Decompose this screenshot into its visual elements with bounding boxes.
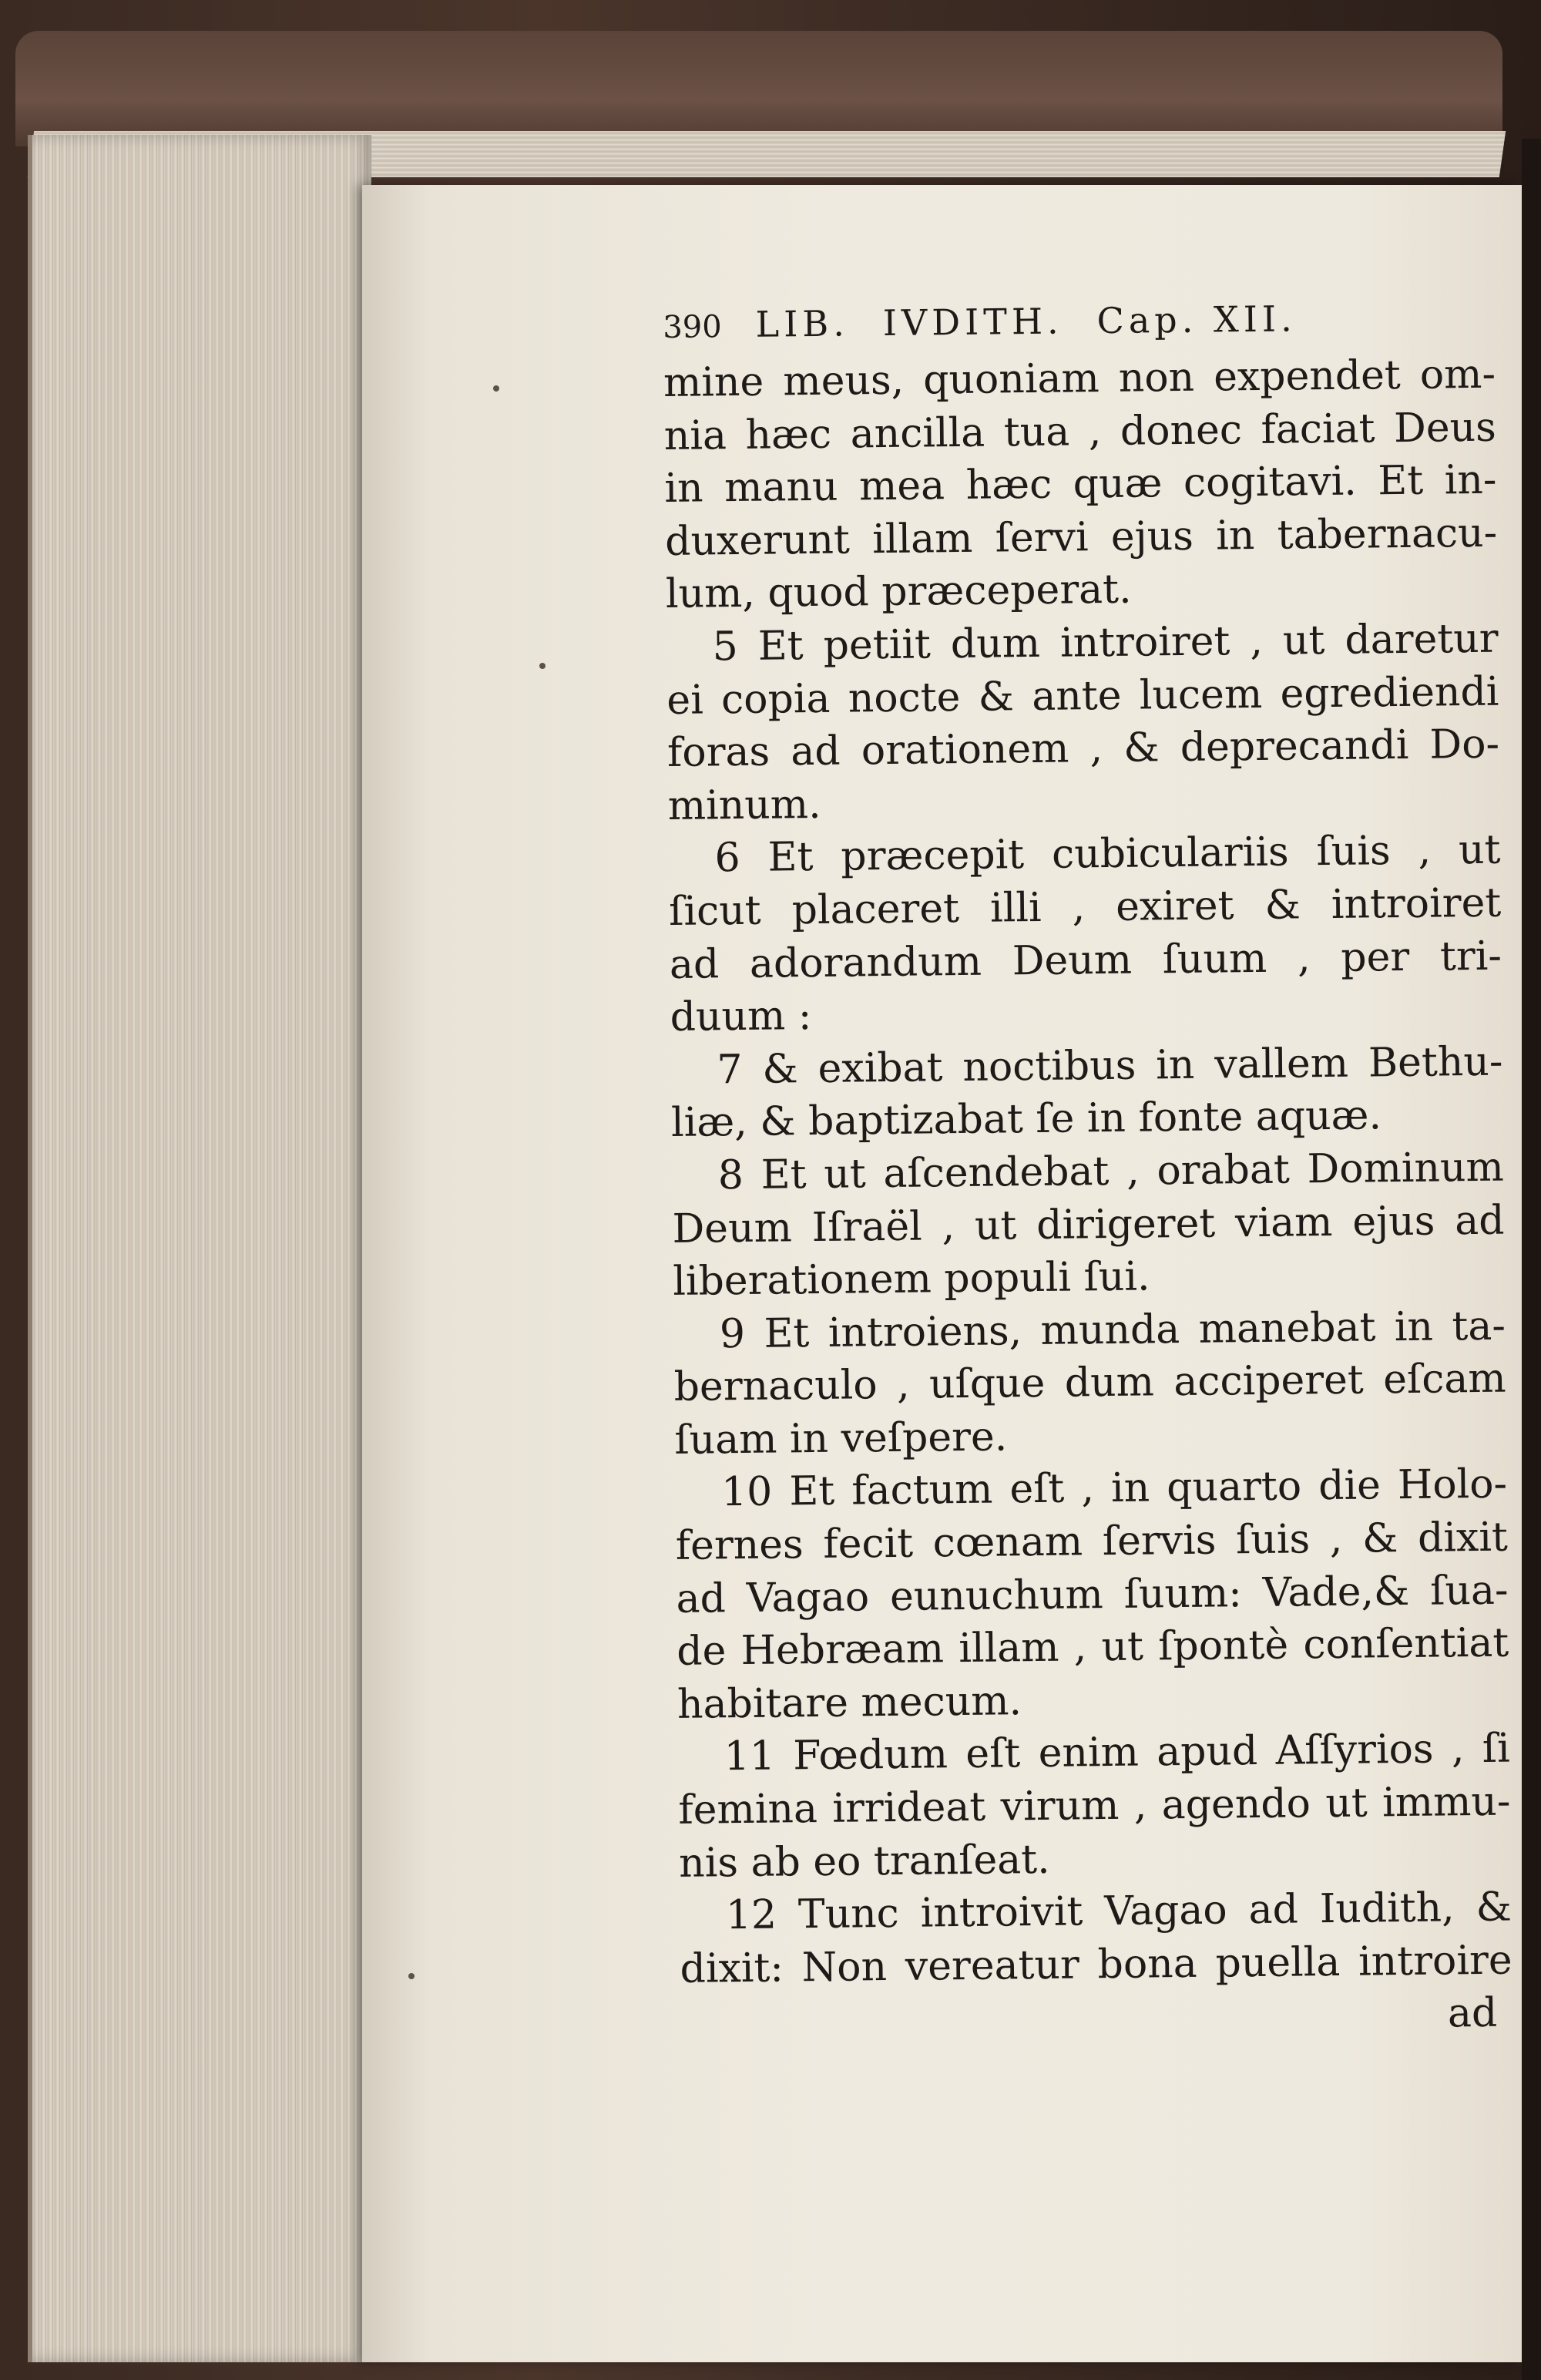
text-line: duxerunt illam ſervi ejus in tabernacu- xyxy=(664,509,1498,565)
text-line: de Hebræam illam , ut ſpontè conſentiat xyxy=(676,1619,1509,1676)
text-line: 7 & exibat noctibus in vallem Bethu- xyxy=(717,1038,1503,1094)
text-line: in manu mea hæc quæ cogitavi. Et in- xyxy=(664,456,1497,513)
text-line: Deum Iſraël , ut dirigeret viam ejus ad xyxy=(672,1197,1505,1252)
text-line: nis ab eo tranſeat. xyxy=(678,1836,1050,1887)
text-line: 12 Tunc introivit Vagao ad Iudith, & xyxy=(725,1884,1512,1939)
text-line: nia hæc ancilla tua , donec faciat Deus xyxy=(663,404,1497,459)
page-text xyxy=(663,296,1513,2049)
text-line: habitare mecum. xyxy=(676,1678,1022,1728)
text-line: ei copia nocte & ante lucem egrediendi xyxy=(666,668,1499,724)
text-line: femina irrideat virum , agendo ut immu- xyxy=(678,1778,1511,1834)
text-line: dixit: Non vereatur bona puella introire xyxy=(680,1937,1512,1992)
text-line: 10 Et factum eſt , in quarto die Holo- xyxy=(720,1461,1508,1516)
chapter-label: Cap. XII. xyxy=(1096,298,1297,342)
cover-top-board xyxy=(15,31,1502,146)
book-title: IVDITH. xyxy=(882,300,1063,345)
text-line: ſuam in veſpere. xyxy=(674,1414,1008,1464)
text-line: liæ, & baptizabat ſe in fonte aquæ. xyxy=(670,1092,1382,1147)
background-strip xyxy=(1522,139,1541,2380)
text-line: foras ad orationem , & deprecandi Do- xyxy=(666,721,1500,777)
text-line: 8 Et ut aſcendebat , orabat Dominum xyxy=(717,1144,1505,1199)
text-line: duum : xyxy=(670,993,812,1041)
book-label: LIB. xyxy=(755,302,850,345)
ink-speck xyxy=(493,385,499,392)
text-line: ad adorandum Deum ſuum , per tri- xyxy=(669,933,1502,988)
page-block-fore-edge xyxy=(28,135,371,2362)
text-line: lum, quod præceperat. xyxy=(665,566,1132,618)
text-line: ad xyxy=(1447,1990,1498,2037)
text-line: 6 Et præcepit cubiculariis ſuis , ut xyxy=(714,826,1501,882)
text-line: 11 Fœdum eſt enim apud Aſſyrios , ſi xyxy=(723,1726,1510,1780)
text-line: mine meus, quoniam non expendet om- xyxy=(663,351,1496,406)
text-line: 9 Et introiens, munda manebat in ta- xyxy=(719,1303,1506,1357)
text-line: ſicut placeret illi , exiret & introiret xyxy=(668,879,1502,935)
text-line: bernaculo , uſque dum acciperet eſcam xyxy=(673,1355,1506,1411)
running-head xyxy=(663,296,1496,357)
text-line: ad Vagao eunuchum ſuum: Vade,& ſua- xyxy=(676,1567,1509,1622)
ink-speck xyxy=(539,663,546,669)
text-lines xyxy=(663,348,1513,2049)
ink-speck xyxy=(408,1973,415,1979)
text-line: liberationem populi ſui. xyxy=(672,1253,1150,1306)
text-line: fernes fecit cœnam ſervis ſuis , & dixit xyxy=(675,1514,1509,1569)
text-line: minum. xyxy=(667,781,821,829)
page-number: 390 xyxy=(663,309,722,345)
text-line: 5 Et petiit dum introiret , ut daretur xyxy=(712,615,1499,671)
